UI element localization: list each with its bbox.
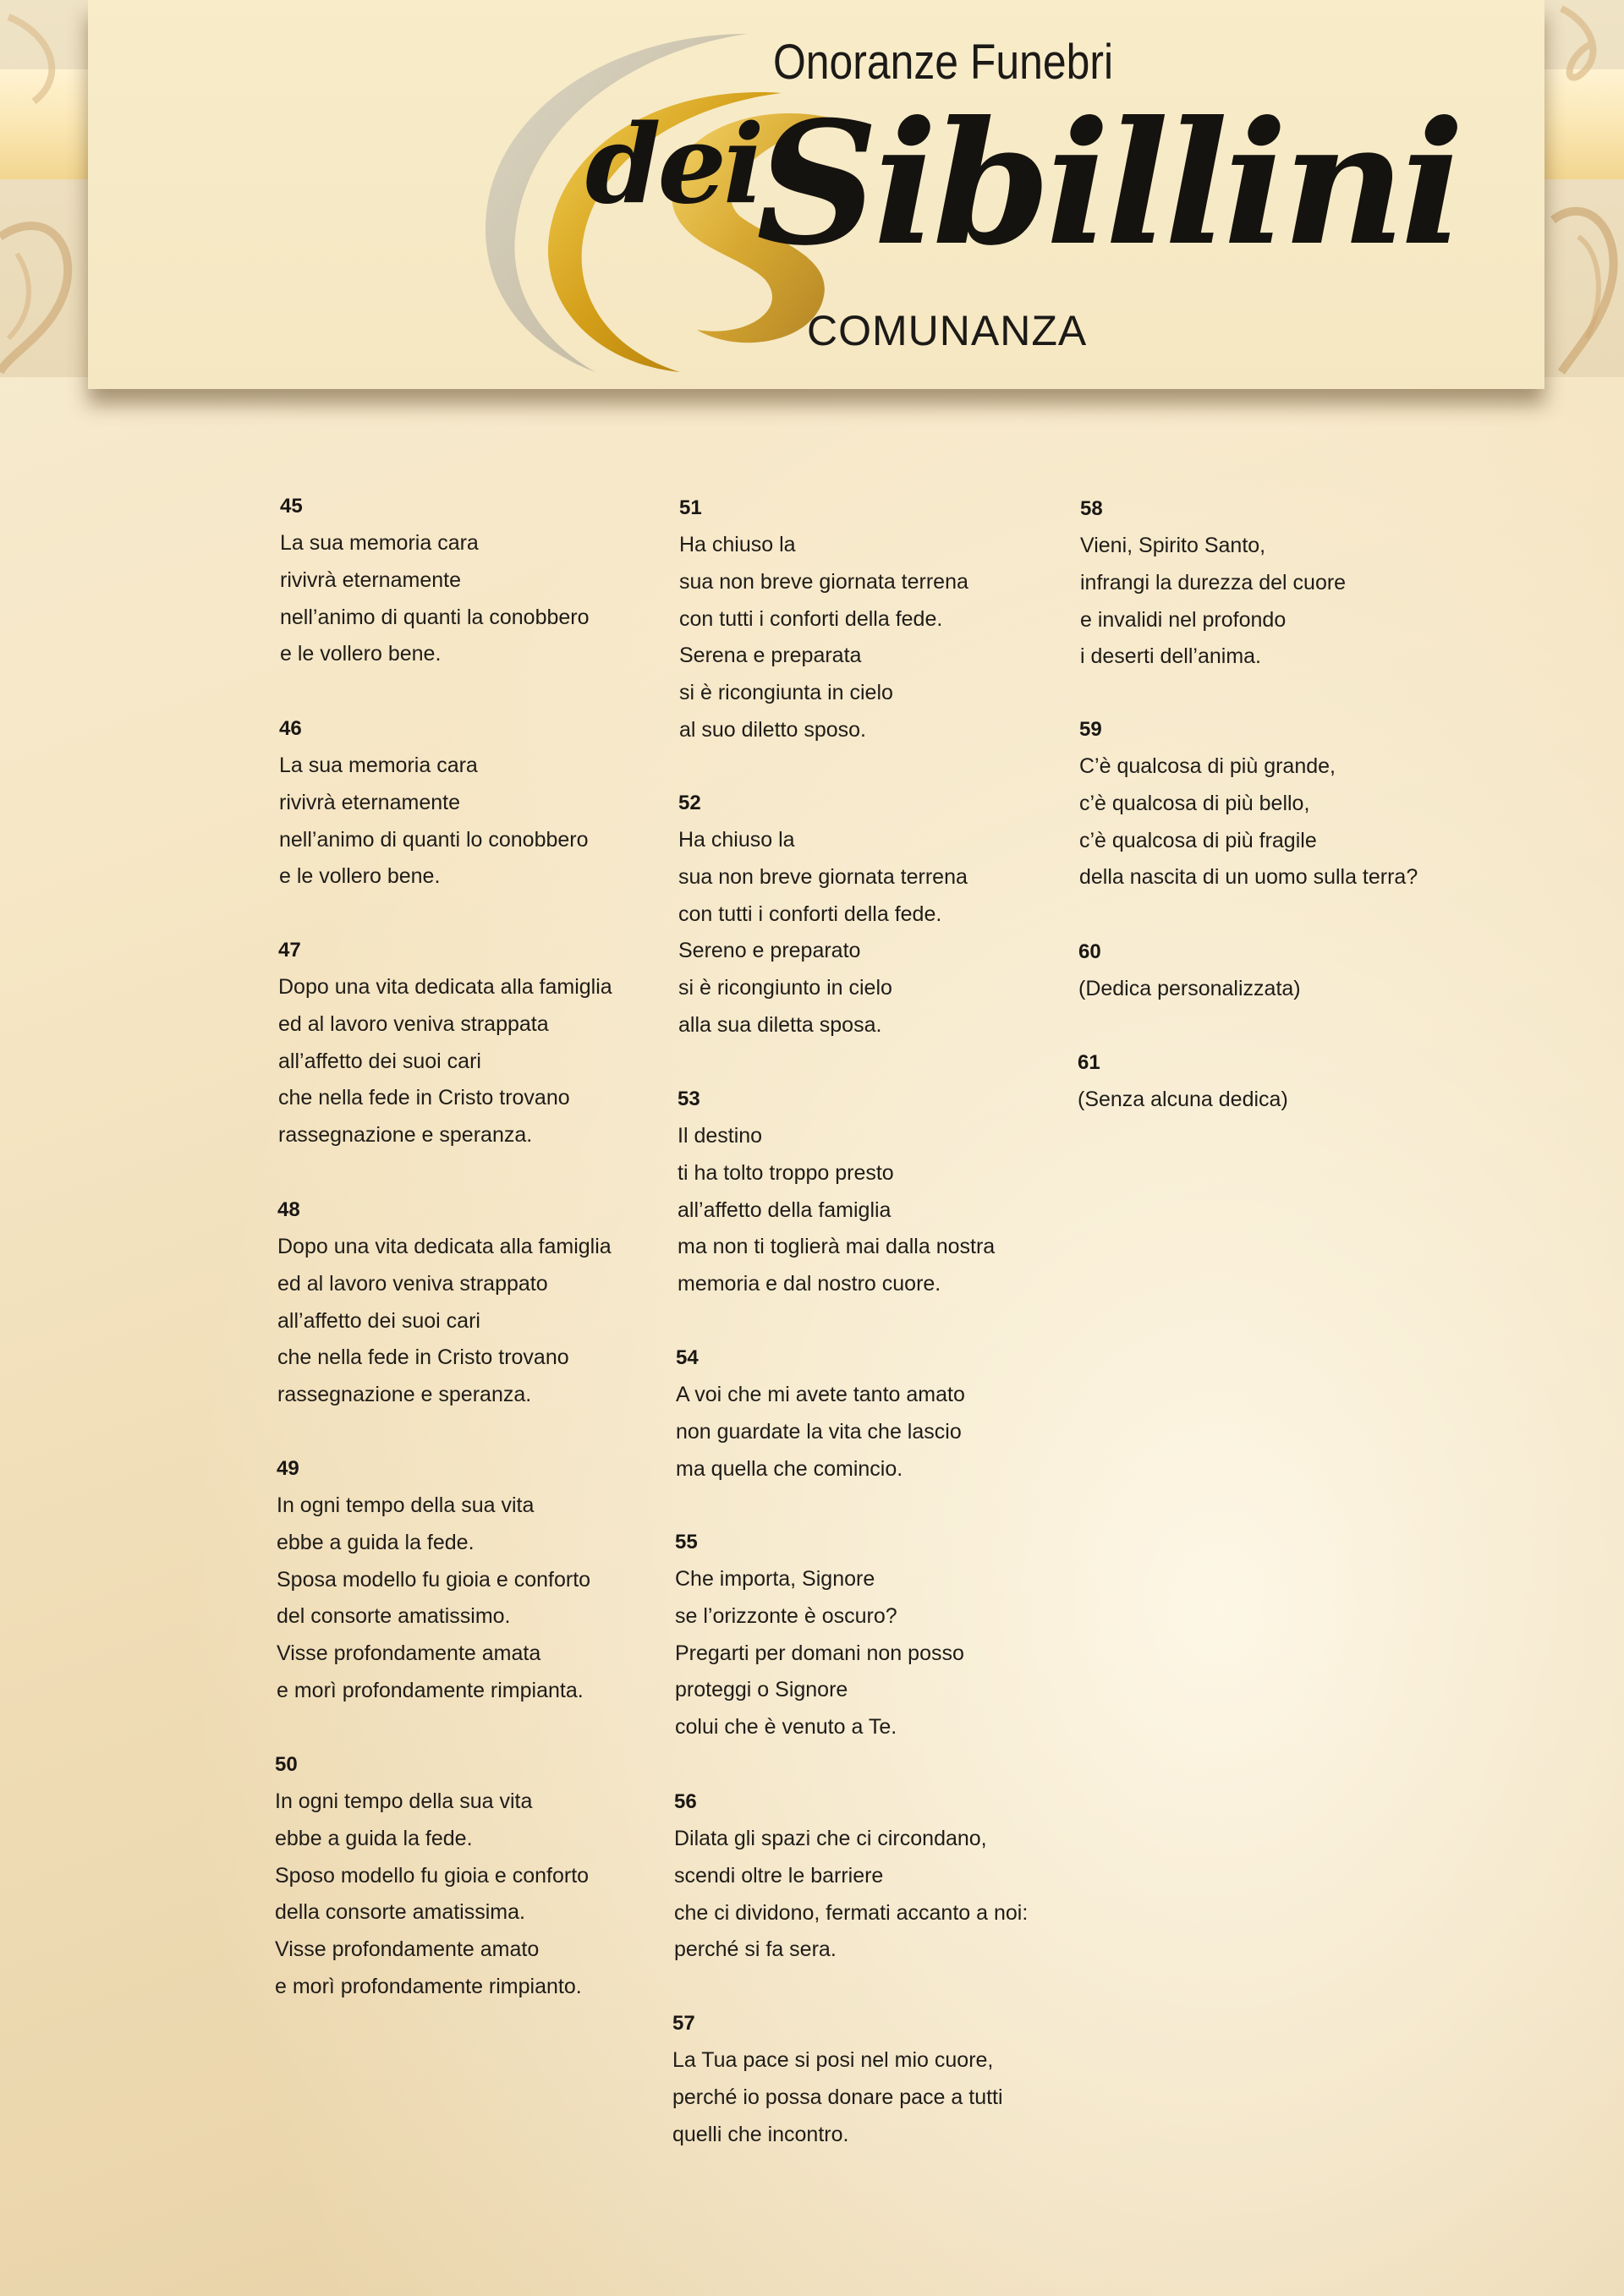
dedication-entry	[678, 1081, 1067, 1303]
entry-number: 49	[277, 1457, 299, 1480]
entry-line: c’è qualcosa di più bello,	[1079, 791, 1310, 815]
entry-line: memoria e dal nostro cuore.	[678, 1272, 941, 1296]
dedication-entry	[1078, 934, 1468, 1008]
entry-line: e le vollero bene.	[280, 642, 442, 666]
entry-line: i deserti dell’anima.	[1080, 644, 1261, 669]
entry-number: 51	[679, 496, 702, 519]
entry-line: rassegnazione e speranza.	[278, 1123, 533, 1148]
entry-line: rivivrà eternamente	[279, 790, 460, 814]
entry-line: Dopo una vita dedicata alla famiglia	[277, 1235, 612, 1258]
entry-line: colui che è venuto a Te.	[675, 1715, 897, 1740]
entry-line: alla sua diletta sposa.	[678, 1012, 882, 1037]
entry-line: ed al lavoro veniva strappata	[278, 1011, 549, 1036]
entry-number: 55	[675, 1531, 698, 1553]
entry-line: all’affetto della famiglia	[678, 1197, 892, 1222]
entry-line: Sposa modello fu gioia e conforto	[277, 1567, 591, 1592]
entry-number: 53	[678, 1088, 700, 1110]
entry-line: ti ha tolto troppo presto	[678, 1160, 894, 1185]
dedication-entry	[672, 2005, 1062, 2153]
entry-line: della consorte amatissima.	[275, 1900, 525, 1925]
dedication-entry	[279, 710, 668, 896]
dedication-entry	[675, 1524, 1064, 1746]
entry-line: ed al lavoro veniva strappato	[277, 1271, 548, 1296]
brand-town: COMUNANZA	[807, 307, 1088, 354]
entry-line: rivivrà eternamente	[280, 567, 461, 592]
entry-number: 46	[279, 717, 302, 740]
entry-line: Il destino	[678, 1124, 763, 1148]
brand-name-dei: dei	[585, 101, 761, 228]
dedication-entry	[676, 1340, 1065, 1488]
entry-line: sua non breve giornata terrena	[679, 569, 968, 594]
entry-line: della nascita di un uomo sulla terra?	[1079, 865, 1418, 890]
entry-line: al suo diletto sposo.	[679, 717, 866, 742]
entry-line: e morì profondamente rimpianto.	[275, 1974, 582, 1998]
entry-number: 47	[278, 939, 301, 962]
entry-number: 59	[1079, 718, 1102, 741]
entry-line: ebbe a guida la fede.	[277, 1530, 475, 1554]
entry-line: proteggi o Signore	[675, 1678, 848, 1702]
entry-line: all’affetto dei suoi cari	[278, 1049, 481, 1073]
entry-line: perché si fa sera.	[674, 1937, 837, 1962]
entry-line: Visse profondamente amato	[275, 1937, 540, 1962]
dedication-entry	[280, 488, 669, 673]
dedication-entry	[1080, 490, 1469, 676]
entry-line: Sereno e preparato	[678, 939, 861, 963]
dedication-entry	[678, 785, 1067, 1044]
entry-line: che nella fede in Cristo trovano	[278, 1086, 570, 1110]
entry-line: rassegnazione e speranza.	[277, 1383, 532, 1407]
entry-line: nell’animo di quanti lo conobbero	[279, 827, 589, 852]
entry-number: 45	[280, 495, 303, 518]
entry-line: In ogni tempo della sua vita	[275, 1789, 533, 1813]
dedication-entry	[275, 1746, 664, 2006]
entry-number: 60	[1078, 940, 1101, 963]
entry-number: 58	[1080, 497, 1103, 520]
entry-line: si è ricongiunta in cielo	[679, 681, 893, 705]
entry-line: Pregarti per domani non posso	[675, 1641, 964, 1665]
entry-line: Ha chiuso la	[679, 533, 796, 556]
ornament-left	[0, 0, 93, 377]
entry-line: La sua memoria cara	[279, 753, 478, 777]
dedication-entry	[674, 1784, 1063, 1969]
entry-number: 52	[678, 792, 701, 814]
entry-line: La Tua pace si posi nel mio cuore,	[672, 2048, 994, 2072]
entry-line: si è ricongiunto in cielo	[678, 976, 892, 1000]
entry-line: del consorte amatissimo.	[277, 1604, 511, 1629]
entry-line: In ogni tempo della sua vita	[277, 1493, 535, 1517]
dedication-entry	[1079, 711, 1468, 896]
entry-line: con tutti i conforti della fede.	[679, 606, 943, 631]
entry-line: che ci dividono, fermati accanto a noi:	[674, 1900, 1029, 1925]
dedication-entry	[1078, 1044, 1467, 1119]
entry-line: quelli che incontro.	[672, 2122, 849, 2146]
entry-line: con tutti i conforti della fede.	[678, 901, 942, 926]
entry-line: A voi che mi avete tanto amato	[676, 1383, 965, 1406]
entry-line: Vieni, Spirito Santo,	[1080, 534, 1266, 557]
entry-line: ma quella che comincio.	[676, 1456, 903, 1481]
entry-line: e invalidi nel profondo	[1080, 607, 1287, 632]
dedication-entry	[277, 1450, 666, 1710]
brand-tagline: Onoranze Funebri	[773, 35, 1114, 90]
entry-line: La sua memoria cara	[280, 531, 479, 555]
entry-number: 61	[1078, 1051, 1100, 1074]
entry-line: e le vollero bene.	[279, 864, 441, 889]
entry-line: ma non ti toglierà mai dalla nostra	[678, 1235, 996, 1259]
entry-number: 48	[277, 1198, 300, 1221]
entry-line: che nella fede in Cristo trovano	[277, 1345, 569, 1370]
entry-line: Dopo una vita dedicata alla famiglia	[278, 975, 612, 999]
entry-line: Dilata gli spazi che ci circondano,	[674, 1827, 987, 1850]
entry-line: nell’animo di quanti la conobbero	[280, 605, 590, 629]
entry-line: perché io possa donare pace a tutti	[672, 2085, 1003, 2109]
entry-line: all’affetto dei suoi cari	[277, 1308, 480, 1333]
entry-line: (Dedica personalizzata)	[1078, 977, 1301, 1000]
entry-line: ebbe a guida la fede.	[275, 1826, 473, 1850]
entry-line: (Senza alcuna dedica)	[1078, 1088, 1288, 1111]
entry-line: non guardate la vita che lascio	[676, 1419, 962, 1444]
entry-line: Visse profondamente amata	[277, 1641, 541, 1666]
ornament-right	[1544, 0, 1624, 377]
entry-line: Ha chiuso la	[678, 828, 795, 852]
entry-line: scendi oltre le barriere	[674, 1863, 884, 1888]
entry-line: infrangi la durezza del cuore	[1080, 570, 1347, 595]
entry-line: C’è qualcosa di più grande,	[1079, 754, 1336, 778]
entry-line: e morì profondamente rimpianta.	[277, 1678, 584, 1702]
entry-number: 50	[275, 1753, 298, 1776]
entry-line: c’è qualcosa di più fragile	[1079, 828, 1317, 852]
entry-number: 54	[676, 1346, 699, 1369]
entry-line: Sposo modello fu gioia e conforto	[275, 1863, 590, 1888]
logo-header	[88, 0, 1544, 389]
brand-name-sibillini: Sibillini	[756, 85, 1460, 283]
entry-line: Che importa, Signore	[675, 1567, 875, 1591]
entry-line: Serena e preparata	[679, 644, 862, 668]
dedication-entry	[278, 932, 667, 1154]
entry-line: se l’orizzonte è oscuro?	[675, 1603, 897, 1628]
entry-number: 56	[674, 1790, 697, 1813]
dedication-entry	[277, 1192, 667, 1414]
entry-line: sua non breve giornata terrena	[678, 864, 968, 889]
dedication-entry	[679, 490, 1068, 749]
entry-number: 57	[672, 2012, 695, 2035]
